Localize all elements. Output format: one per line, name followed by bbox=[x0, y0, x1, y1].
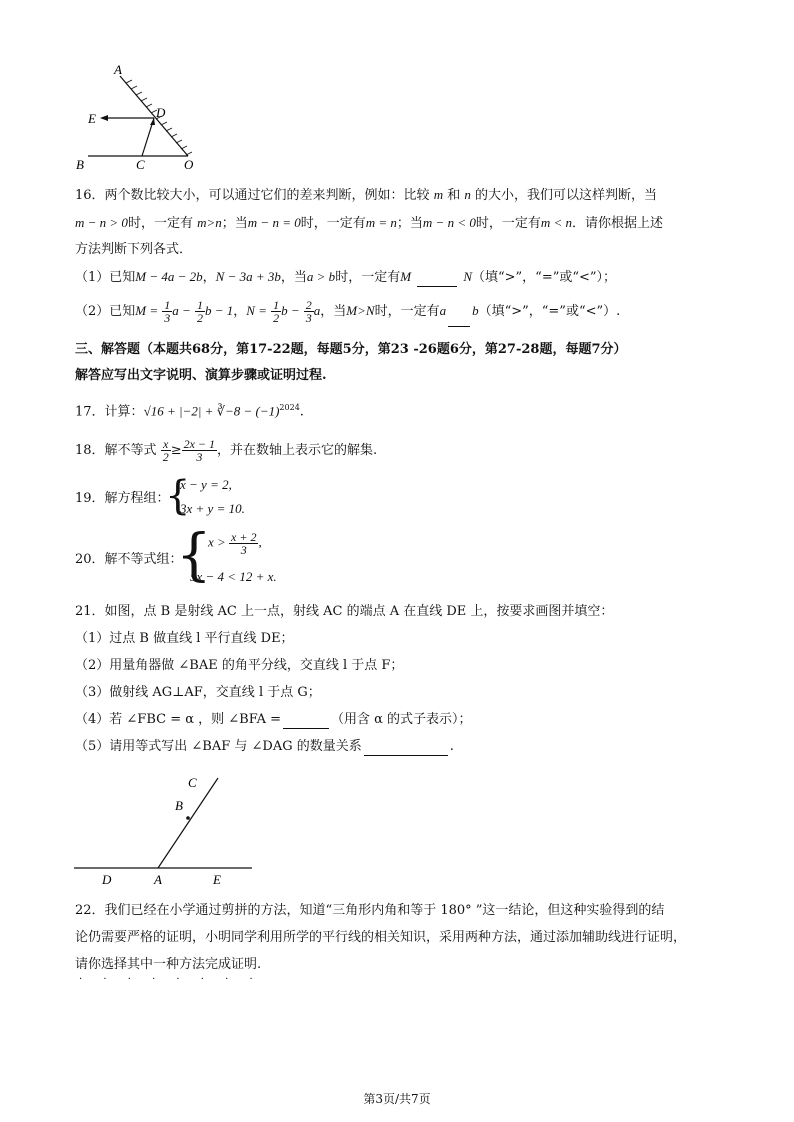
label-E: E bbox=[88, 111, 96, 126]
fraction: $\frac{1}{2}$ bbox=[273, 298, 280, 325]
answer-blank-16-2[interactable] bbox=[448, 313, 470, 327]
label-A: A bbox=[154, 872, 162, 887]
label-C: C bbox=[188, 775, 197, 790]
system-brace: { bbox=[165, 473, 191, 519]
q16-line1: 16．两个数比较大小，可以通过它们的差来判断，例如：比较 m 和 n 的大小，我们可以这样判断，当 bbox=[75, 187, 658, 203]
q16-line2: m − n > 0时，一定有 m>n；当m − n = 0时，一定有m = n；当m − n < 0时，一定有m < n．请你根据上述 bbox=[75, 215, 664, 231]
q21-step1: （1）过点 B 做直线 l 平行直线 DE； bbox=[75, 631, 294, 646]
q18: 18．解不等式 $\frac{x}{2}$ ≥ $\frac{2x - 1}{3}$ ，并在数轴上表示它的解集. bbox=[75, 437, 378, 464]
q16-line3: 方法判断下列各式． bbox=[75, 242, 193, 257]
label-O: O bbox=[184, 157, 194, 172]
label-D: D bbox=[156, 105, 166, 120]
q20-eq2: 5x − 4 < 12 + x. bbox=[190, 569, 277, 584]
q17: 17．计算：√16 + |−2| + ∛−8 − $(-1)^{2024}$. bbox=[75, 403, 304, 420]
q19-eq1: x − y = 2, bbox=[180, 477, 232, 492]
fraction: $\frac{x}{2}$ bbox=[162, 437, 169, 464]
q16-part2: （2）已知M = $\frac{1}{3}$ a − $\frac{1}{2}$ b − 1，N = $\frac{1}{2}$ b − $\frac{2}{3}$ a，当M>N时，一定有a b（填“>”，“=”或“<”）. bbox=[75, 298, 621, 325]
fraction: $\frac{2}{3}$ bbox=[305, 298, 312, 325]
label-B: B bbox=[76, 157, 84, 172]
q21-step2: （2）用量角器做 ∠BAE 的角平分线，交直线 l 于点 F； bbox=[75, 658, 404, 673]
label-D: D bbox=[102, 872, 112, 887]
label-A: A bbox=[114, 62, 122, 77]
q19-eq2: 3x + y = 10. bbox=[180, 501, 245, 516]
q21-step3: （3）做射线 AG⊥AF，交直线 l 于点 G； bbox=[75, 685, 321, 700]
page-footer: 第3页/共7页 bbox=[363, 1092, 431, 1106]
q16-part1: （1）已知M − 4a − 2b，N − 3a + 3b，当a > b时，一定有M N（填“>”，“=”或“<”）； bbox=[75, 269, 617, 285]
fraction: $\frac{1}{3}$ bbox=[164, 298, 171, 325]
q22-line1: 22．我们已经在小学通过剪拼的方法，知道“三角形内角和等于 180° ”这一结论，但这种实验得到的结 bbox=[75, 903, 665, 918]
q19-label: 19．解方程组： bbox=[75, 491, 170, 506]
section3-note: 解答应写出文字说明、演算步骤或证明过程. bbox=[75, 368, 327, 383]
label-E: E bbox=[213, 872, 221, 887]
q21-step4: （4）若 ∠FBC = α ，则 ∠BFA = （用含 α 的式子表示）； bbox=[75, 712, 472, 727]
q20-label: 20．解不等式组： bbox=[75, 552, 183, 567]
answer-blank-21-5[interactable] bbox=[364, 742, 448, 756]
fraction: $\frac{1}{2}$ bbox=[196, 298, 203, 325]
section3-title: 三、解答题（本题共68分，第17-22题，每题5分，第23 -26题6分，第27-28题，每题7分） bbox=[75, 342, 627, 357]
fraction: $\frac{2x - 1}{3}$ bbox=[183, 437, 216, 464]
figure-ray-line bbox=[70, 770, 270, 890]
label-C: C bbox=[136, 157, 145, 172]
answer-blank-21-4[interactable] bbox=[283, 715, 329, 729]
label-B: B bbox=[175, 798, 183, 813]
q21-step5: （5）请用等式写出 ∠BAF 与 ∠DAG 的数量关系 . bbox=[75, 739, 454, 754]
q22-line2: 论仍需要严格的证明，小明同学利用所学的平行线的相关知识，采用两种方法，通过添加辅助线进行证明， bbox=[75, 930, 687, 945]
q22-line3: 请你选择其中一种方法完成证明. bbox=[75, 957, 262, 972]
emphasis-dots: · · · · · · · · bbox=[79, 974, 262, 985]
q21-intro: 21．如图，点 B 是射线 AC 上一点，射线 AC 的端点 A 在直线 DE 上，按要求画图并填空： bbox=[75, 604, 614, 619]
figure-reflection bbox=[70, 62, 210, 172]
q20-eq1: x > $\frac{x + 2}{3}$ , bbox=[208, 530, 262, 557]
fraction: $\frac{x + 2}{3}$ bbox=[231, 530, 257, 557]
answer-blank-16-1[interactable] bbox=[417, 273, 457, 287]
system-brace: { bbox=[176, 523, 212, 588]
